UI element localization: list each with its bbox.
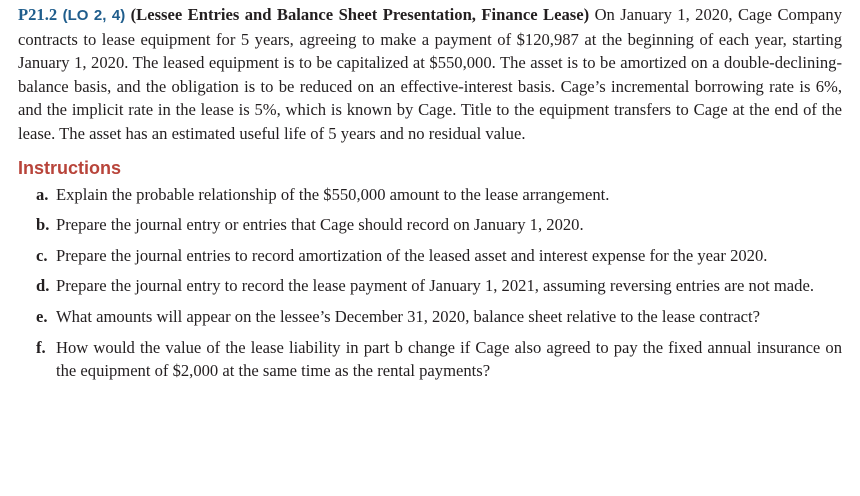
item-text: What amounts will appear on the lessee’s December 31, 2020, balance sheet relative to the lease contract? [56, 306, 761, 326]
instructions-list [18, 183, 842, 383]
problem-number: P21.2 [18, 5, 58, 24]
learning-objectives: (LO 2, 4) [62, 7, 126, 24]
instruction-item-d [36, 274, 842, 298]
item-letter: a. [36, 184, 49, 204]
instruction-item-e [36, 305, 842, 329]
item-text: Prepare the journal entry to record the lease payment of January 1, 2021, assuming reversing entries are not made. [56, 276, 814, 296]
item-letter: c. [36, 245, 48, 265]
item-text: Prepare the journal entries to record amortization of the leased asset and interest expense for the year 2020. [56, 245, 768, 265]
problem-body: On January 1, 2020, Cage Company contracts to lease equipment for 5 years, agreeing to make a payment of $120,987 at the beginning of each year, starting January 1, 2020. The leased equipment is to be capitalized at $550,000. The asset is to be amortized on a double-declining-balance basis, and the obligation is to be reduced on an effective-interest basis. Cage’s incremental borrowing rate is 6%, and the implicit rate in the lease is 5%, which is known by Cage. Title to the equipment transfers to Cage at the end of the lease. The asset has an estimated useful life of 5 years and no residual value. [18, 5, 842, 143]
instructions-heading: Instructions [18, 157, 122, 178]
item-letter: d. [36, 276, 50, 296]
item-letter: f. [36, 337, 46, 357]
item-letter: e. [36, 306, 48, 326]
instruction-item-b [36, 213, 842, 237]
instruction-item-a [36, 183, 842, 207]
item-text: Explain the probable relationship of the $550,000 amount to the lease arrangement. [56, 184, 610, 204]
problem-title: (Lessee Entries and Balance Sheet Presentation, Finance Lease) [130, 5, 590, 24]
instruction-item-c [36, 244, 842, 268]
item-letter: b. [36, 215, 50, 235]
item-text: Prepare the journal entry or entries that Cage should record on January 1, 2020. [56, 215, 584, 235]
item-text: How would the value of the lease liability in part b change if Cage also agreed to pay the fixed annual insurance on the equipment of $2,000 at the same time as the rental payments? [56, 337, 842, 381]
textbook-page [18, 3, 842, 390]
problem-statement [18, 3, 842, 146]
instruction-item-f [36, 336, 842, 383]
